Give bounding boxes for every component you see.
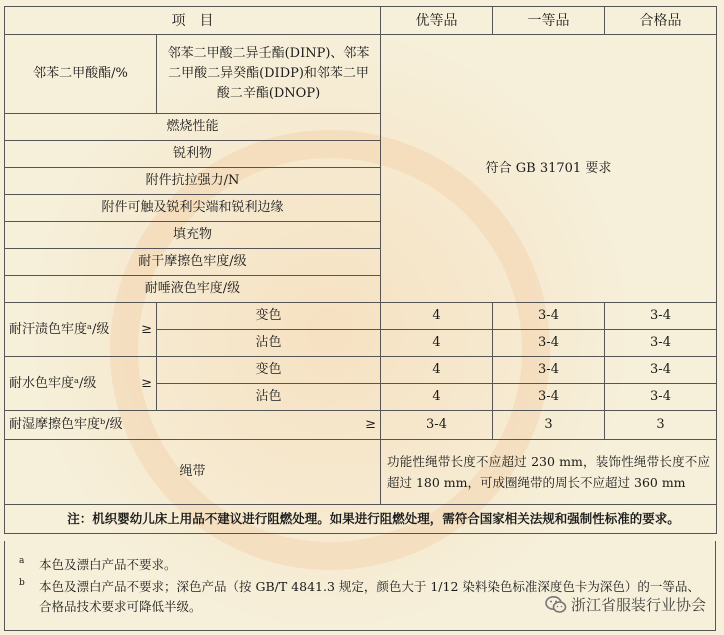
water-superior: 4	[381, 357, 493, 384]
strap-row	[5, 440, 717, 505]
wechat-watermark	[545, 594, 706, 615]
water-first: 3-4	[493, 384, 605, 411]
wet-rub-ge: ≥	[365, 417, 376, 432]
water-first: 3-4	[493, 357, 605, 384]
sweat-ge: ≥	[141, 321, 152, 337]
item-sharp-points-edges: 附件可触及锐利尖端和锐利边缘	[5, 195, 381, 222]
sweat-label: 耐汗渍色牢度ᵃ/级	[9, 321, 110, 337]
water-qualified: 3-4	[605, 384, 717, 411]
water-label-cell	[5, 357, 157, 411]
sweat-qualified: 3-4	[605, 330, 717, 357]
water-ge: ≥	[141, 375, 152, 391]
wechat-account: 浙江省服装行业协会	[570, 596, 706, 614]
footnote-text: 本色及漂白产品不要求；深色产品（按 GB/T 4841.3 规定，颜色大于 1/12 染料染色标准深度色卡为深色）的一等品、合格品技术要求可降低半级。	[39, 579, 700, 614]
wet-rub-label-cell	[5, 411, 381, 440]
wet-rub-superior: 3-4	[381, 411, 493, 440]
wet-rub-first: 3	[493, 411, 605, 440]
note-row	[5, 505, 717, 534]
item-dry-rub: 耐干摩擦色牢度/级	[5, 249, 381, 276]
footnote-text: 本色及漂白产品不要求。	[39, 557, 177, 572]
phthalate-substances: 邻苯二甲酸二异壬酯(DINP)、邻苯二甲酸二异癸酯(DIDP)和邻苯二甲酸二辛酯(DNOP)	[157, 35, 381, 114]
item-flammability: 燃烧性能	[5, 114, 381, 141]
sweat-qualified: 3-4	[605, 303, 717, 330]
spec-table	[4, 6, 717, 534]
sweat-type: 沾色	[157, 330, 381, 357]
item-sharp-objects: 锐利物	[5, 141, 381, 168]
water-row-change	[5, 357, 717, 384]
sweat-first: 3-4	[493, 303, 605, 330]
phthalate-row	[5, 35, 717, 114]
item-attachment-strength: 附件抗拉强力/N	[5, 168, 381, 195]
standard-requirement: 符合 GB 31701 要求	[381, 35, 717, 303]
footnote-mark: b	[19, 578, 25, 588]
footnote-a	[19, 555, 705, 575]
sweat-row-change	[5, 303, 717, 330]
water-label: 耐水色牢度ᵃ/级	[9, 375, 97, 391]
wechat-icon	[545, 595, 567, 615]
water-type: 变色	[157, 357, 381, 384]
sweat-first: 3-4	[493, 330, 605, 357]
sweat-type: 变色	[157, 303, 381, 330]
phthalate-label: 邻苯二甲酸酯/%	[5, 35, 157, 114]
header-row	[5, 7, 717, 35]
sweat-label-cell	[5, 303, 157, 357]
sweat-superior: 4	[381, 330, 493, 357]
item-saliva: 耐唾液色牢度/级	[5, 276, 381, 303]
strap-requirement: 功能性绳带长度不应超过 230 mm，装饰性绳带长度不应超过 180 mm，可成圈绳带的周长不应超过 360 mm	[381, 440, 717, 505]
wet-rub-row	[5, 411, 717, 440]
header-qualified: 合格品	[605, 7, 717, 35]
water-type: 沾色	[157, 384, 381, 411]
water-superior: 4	[381, 384, 493, 411]
strap-label: 绳带	[5, 440, 381, 505]
footnotes	[4, 541, 716, 631]
water-qualified: 3-4	[605, 357, 717, 384]
footnote-mark: a	[19, 556, 25, 566]
wet-rub-label: 耐湿摩擦色牢度ᵇ/级	[9, 417, 123, 432]
sweat-superior: 4	[381, 303, 493, 330]
item-filling: 填充物	[5, 222, 381, 249]
wet-rub-qualified: 3	[605, 411, 717, 440]
header-item: 项 目	[5, 7, 381, 35]
table-note: 注：机织婴幼儿床上用品不建议进行阻燃处理。如果进行阻燃处理，需符合国家相关法规和强制性标准的要求。	[5, 505, 717, 534]
header-first-grade: 一等品	[493, 7, 605, 35]
header-superior: 优等品	[381, 7, 493, 35]
